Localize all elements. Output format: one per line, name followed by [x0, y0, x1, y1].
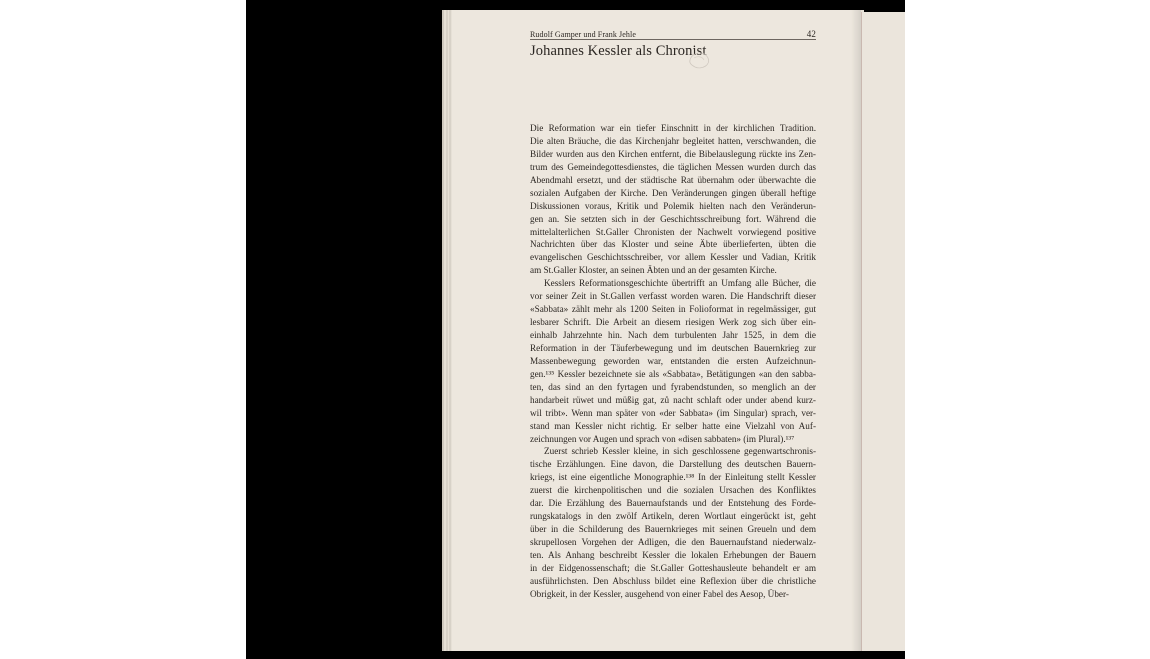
text-line: «Sabbata» zählt mehr als 1200 Seiten in Folioformat in regelmässiger, gut	[530, 304, 816, 315]
text-line: trum des Gemeindegottesdienstes, die täglichen Messen wurden durch das	[530, 161, 816, 172]
text-line: ten, das sind an den fyrtagen und fyrabendstunden, so menglich an der	[530, 381, 816, 392]
page-gutter-shadow	[851, 10, 861, 651]
text-line: dar. Die Erzählung des Bauernaufstands und der Entstehung des Forde-	[530, 498, 816, 509]
paragraph	[530, 122, 816, 277]
text-line: einhalb Jahrzehnte hin. Nach dem turbulenten Jahr 1525, in dem die	[530, 330, 816, 340]
text-line: mittelalterlichen St.Galler Chronisten der Nachwelt vorwiegend positive	[530, 226, 816, 237]
text-line: zuerst die kirchenpolitischen und die sozialen Ursachen des Konfliktes	[530, 485, 816, 496]
text-line: Obrigkeit, in der Kessler, ausgehend von einer Fabel des Aesop, Über-	[530, 588, 789, 599]
page-edge	[446, 10, 448, 651]
text-line: am St.Galler Kloster, an seinen Äbten und an der gesamten Kirche.	[530, 265, 777, 276]
running-head	[530, 29, 816, 39]
text-line: lesbarer Schrift. Die Arbeit an diesem riesigen Werk zog sich über ein-	[530, 317, 816, 328]
page-number: 42	[806, 29, 816, 39]
text-line: gen an. Sie setzten sich in der Geschichtsschreibung fort. Während die	[530, 213, 816, 224]
text-line: tische Erzählungen. Eine davon, die Darstellung des deutschen Bauern-	[530, 459, 816, 470]
chapter-title: Johannes Kessler als Chronist	[530, 43, 707, 59]
text-line: stand man Kessler nicht richtig. Er selber hatte eine Vielzahl von Auf-	[530, 420, 816, 431]
text-line: Kesslers Reformationsgeschichte übertrifft an Umfang alle Bücher, die	[544, 278, 816, 289]
text-line: Zuerst schrieb Kessler kleine, in sich geschlossene gegenwartschronis-	[544, 446, 816, 457]
text-line: Die Reformation war ein tiefer Einschnitt in der kirchlichen Tradition.	[530, 123, 816, 133]
text-line: ten. Als Anhang beschreibt Kessler die lokalen Erhebungen der Bauern	[530, 549, 816, 560]
text-line: skrupellosen Vorgehen der Adligen, die den Bauernaufstand niederwalz-	[530, 537, 816, 547]
document-viewer	[246, 0, 905, 659]
text-line: Nachrichten über das Kloster und seine Äbte überlieferten, übten die	[530, 239, 816, 250]
text-line: über in die Schilderung des Bauernkrieges mit seinen Greueln und dem	[530, 524, 816, 535]
text-line: Abendmahl ersetzt, und der städtische Rat übernahm oder überwachte die	[530, 174, 816, 185]
running-head-authors: Rudolf Gamper und Frank Jehle	[530, 30, 636, 39]
text-line: Reformation in der Täuferbewegung und im deutschen Bauernkrieg zur	[530, 342, 816, 353]
book-page	[452, 10, 861, 651]
text-line: Massenbewegung geworden war, entstanden die ersten Aufzeichnun-	[530, 355, 816, 366]
text-line: kriegs, ist eine eigentliche Monographie.¹³⁸ In der Einleitung stellt Kessler	[530, 472, 816, 483]
faint-stamp-icon	[684, 46, 714, 74]
paragraph	[530, 445, 816, 600]
text-line: Bilder wurden aus den Kirchen entfernt, die Bibelauslegung rückte ins Zen-	[530, 148, 816, 159]
text-line: evangelischen Geschichtsschreiber, vor allem Kessler und Vadian, Kritik	[530, 252, 816, 263]
body-text	[530, 122, 816, 601]
text-line: gen.¹³⁵ Kessler bezeichnete sie als «Sabbata», Betätigungen «an den sabba-	[530, 368, 816, 379]
text-line: sozialen Aufgaben der Kirche. Den Veränderungen gingen überall heftige	[530, 187, 816, 198]
page-edge	[449, 10, 451, 651]
text-line: rungskatalogs in den zwölf Artikeln, deren Wortlaut eingerückt ist, geht	[530, 511, 816, 522]
paragraph	[530, 277, 816, 445]
text-line: Diskussionen voraus, Kritik und Polemik hielten nach den Veränderun-	[530, 200, 816, 211]
facing-page	[861, 12, 905, 651]
text-line: in der Eidgenossenschaft; die St.Galler Gotteshausleute behandelt er am	[530, 562, 816, 573]
text-line: Die alten Bräuche, die das Kirchenjahr begleitet hatten, verschwanden, die	[530, 135, 816, 146]
text-line: ausführlichsten. Den Abschluss bildet eine Reflexion über die christliche	[530, 575, 816, 586]
header-rule	[530, 39, 816, 40]
text-line: handarbeit rüwet und müßig gat, zů nacht schlaft oder under abend kurz-	[530, 394, 816, 405]
text-line: vor seiner Zeit in St.Gallen verfasst worden waren. Die Handschrift dieser	[530, 291, 816, 302]
text-line: wil tribt». Wenn man später von «der Sabbata» (im Singular) sprach, ver-	[530, 407, 816, 418]
text-line: zeichnungen vor Augen und sprach von «disen sabbaten» (im Plural).¹³⁷	[530, 433, 795, 444]
